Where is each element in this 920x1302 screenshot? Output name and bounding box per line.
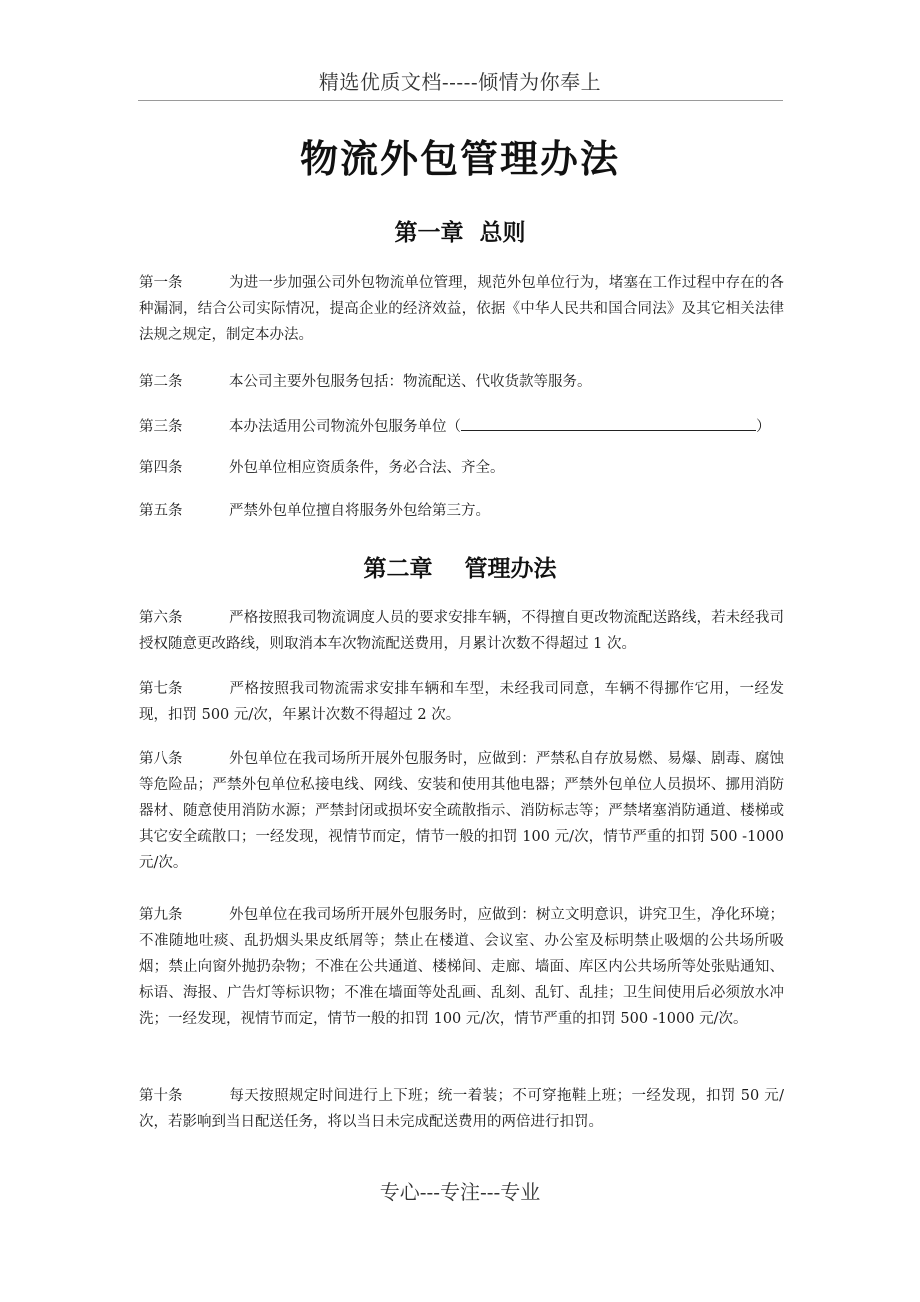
chapter-1-heading: 第一章 总则 <box>394 219 526 246</box>
article-5 <box>139 498 784 524</box>
article-1 <box>139 270 784 348</box>
article-number: 第七条 <box>139 681 183 697</box>
article-text: 外包单位在我司场所开展外包服务时，应做到：严禁私自存放易燃、易爆、剧毒、腐蚀等危险品；严禁外包单位私接电线、网线、安装和使用其他电器；严禁外包单位人员损坏、挪用消防器材、随意使用消防水源；严禁封闭或损坏安全疏散指示、消防标志等；严禁堵塞消防通道、楼梯或其它安全疏散口；一经发现，视情节而定，情节一般的扣罚 100 元/次，情节严重的扣罚 500 -1000 元/次。 <box>139 751 784 871</box>
article-number: 第九条 <box>139 907 183 923</box>
article-text: 外包单位在我司场所开展外包服务时，应做到：树立文明意识，讲究卫生，净化环境；不准随地吐痰、乱扔烟头果皮纸屑等；禁止在楼道、会议室、办公室及标明禁止吸烟的公共场所吸烟；禁止向窗外抛扔杂物；不准在公共通道、楼梯间、走廊、墙面、库区内公共场所等处张贴通知、标语、海报、广告灯等标识物；不准在墙面等处乱画、乱刻、乱钉、乱挂；卫生间使用后必须放水冲洗；一经发现，视情节而定，情节一般的扣罚 100 元/次，情节严重的扣罚 500 -1000 元/次。 <box>139 907 784 1027</box>
article-4 <box>139 455 784 481</box>
running-header: 精选优质文档-----倾情为你奉上 <box>318 70 602 94</box>
article-number: 第五条 <box>139 503 183 519</box>
article-text: 本公司主要外包服务包括：物流配送、代收货款等服务。 <box>229 374 592 390</box>
article-text: 本办法适用公司物流外包服务单位（ <box>229 419 461 435</box>
article-number: 第一条 <box>139 275 183 291</box>
fill-in-blank-line <box>461 412 756 431</box>
running-footer: 专心---专注---专业 <box>379 1180 541 1204</box>
article-text: 为进一步加强公司外包物流单位管理，规范外包单位行为，堵塞在工作过程中存在的各种漏洞，结合公司实际情况，提高企业的经济效益，依据《中华人民共和国合同法》及其它相关法律法规之规定，制定本办法。 <box>139 275 784 343</box>
article-8 <box>139 746 784 876</box>
article-text: 外包单位相应资质条件，务必合法、齐全。 <box>229 460 505 476</box>
article-number: 第三条 <box>139 419 183 435</box>
article-text: 严禁外包单位擅自将服务外包给第三方。 <box>229 503 490 519</box>
article-number: 第六条 <box>139 610 183 626</box>
article-text: 严格按照我司物流需求安排车辆和车型，未经我司同意，车辆不得挪作它用，一经发现，扣罚 500 元/次，年累计次数不得超过 2 次。 <box>139 681 784 723</box>
document-title: 物流外包管理办法 <box>299 136 620 181</box>
article-9 <box>139 902 784 1032</box>
article-text: 严格按照我司物流调度人员的要求安排车辆，不得擅自更改物流配送路线，若未经我司授权随意更改路线，则取消本车次物流配送费用，月累计次数不得超过 1 次。 <box>139 610 784 652</box>
article-number: 第八条 <box>139 751 183 767</box>
article-text: 每天按照规定时间进行上下班；统一着装；不可穿拖鞋上班；一经发现，扣罚 50 元/次，若影响到当日配送任务，将以当日未完成配送费用的两倍进行扣罚。 <box>139 1088 784 1130</box>
article-10 <box>139 1083 784 1135</box>
article-3 <box>139 412 799 440</box>
header-divider <box>138 100 783 101</box>
article-6 <box>139 605 784 657</box>
article-text-closing: ） <box>756 419 771 435</box>
article-7 <box>139 676 784 728</box>
article-number: 第二条 <box>139 374 183 390</box>
chapter-2-heading: 第二章 管理办法 <box>363 555 557 582</box>
article-number: 第四条 <box>139 460 183 476</box>
article-number: 第十条 <box>139 1088 183 1104</box>
article-2 <box>139 369 784 395</box>
